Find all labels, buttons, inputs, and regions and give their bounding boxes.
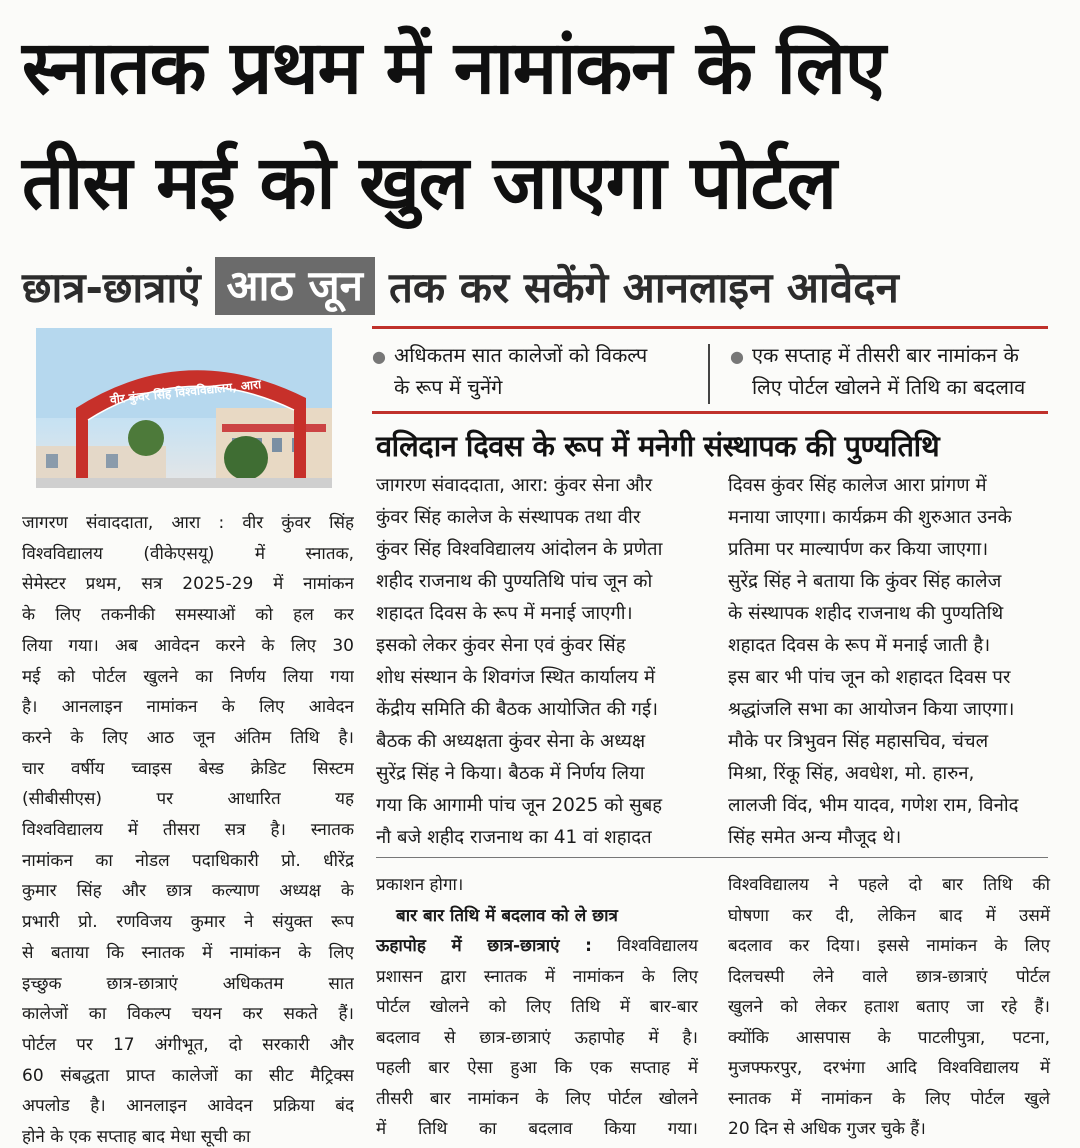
text-line: दिलचस्पी लेने वाले छात्र-छात्राएं पोर्टल bbox=[728, 966, 1050, 987]
text-line: जागरण संवाददाता, आरा : वीर कुंवर सिंह bbox=[22, 513, 354, 533]
text-line: होने के एक सप्ताह बाद मेधा सूची का bbox=[22, 1127, 251, 1148]
text-line: विश्वविद्यालय में तीसरा सत्र है। स्नातक bbox=[22, 820, 354, 841]
text-line: श्रद्धांजलि सभा का आयोजन किया जाएगा। bbox=[728, 699, 1015, 720]
second-story-col-2 bbox=[728, 470, 1058, 854]
text-line: गया कि आगामी पांच जून 2025 को सुबह bbox=[376, 795, 663, 816]
text-line: शहादत दिवस के रूप में मनाई जाती है। bbox=[728, 635, 991, 656]
headline-line-1: स्नातक प्रथम में नामांकन के लिए bbox=[22, 25, 885, 111]
subheadline-highlight: आठ जून bbox=[215, 257, 375, 315]
text-line: इसको लेकर कुंवर सेना एवं कुंवर सिंह bbox=[376, 635, 626, 656]
text-line: जागरण संवाददाता, आरा: कुंवर सेना और bbox=[376, 475, 653, 496]
text-line: लालजी विंद, भीम यादव, गणेश राम, विनोद bbox=[728, 795, 1019, 816]
main-story-left-column bbox=[22, 508, 354, 1148]
section-divider bbox=[376, 857, 1048, 858]
text-line: केंद्रीय समिति की बैठक आयोजित की गई। bbox=[376, 699, 659, 720]
gate-illustration bbox=[36, 328, 332, 488]
subheadline-pre: छात्र-छात्राएं bbox=[22, 262, 201, 312]
text-line: शहीद राजनाथ की पुण्यतिथि पांच जून को bbox=[376, 571, 653, 592]
text-line: मई को पोर्टल खुलने का निर्णय लिया गया bbox=[22, 666, 354, 687]
text-line: इस बार भी पांच जून को शहादत दिवस पर bbox=[728, 667, 1011, 688]
inline-subhead-cont: ऊहापोह में छात्र-छात्राएं : bbox=[376, 936, 592, 956]
text-line: प्रशासन द्वारा स्नातक में नामांकन के लिए bbox=[376, 966, 698, 987]
second-story-col-1 bbox=[376, 470, 696, 854]
second-story-heading: वलिदान दिवस के रूप में मनेगी संस्थापक की पुण्यतिथि bbox=[376, 429, 940, 463]
red-rule-top bbox=[372, 326, 1048, 329]
highlight-bullet-1 bbox=[372, 340, 692, 402]
text-line: तीसरी बार नामांकन के लिए पोर्टल खोलने bbox=[376, 1088, 698, 1109]
text-line: पोर्टल पर 17 अंगीभूत, दो सरकारी और bbox=[22, 1034, 354, 1055]
text-line: क्योंकि आसपास के पाटलीपुत्रा, पटना, bbox=[728, 1027, 1050, 1048]
subheadline bbox=[22, 256, 899, 316]
text-line: है। आनलाइन नामांकन के लिए आवेदन bbox=[22, 697, 354, 718]
text-line: में तिथि का बदलाव किया गया। bbox=[376, 1119, 698, 1139]
text-line: कुमार सिंह और छात्र कल्याण अध्यक्ष के bbox=[22, 881, 354, 902]
text-line bbox=[376, 931, 698, 962]
text-line: (सीबीसीएस) पर आधारित यह bbox=[22, 789, 354, 810]
bullet-separator bbox=[708, 344, 710, 404]
text-line: बदलाव से छात्र-छात्राएं ऊहापोह में है। bbox=[376, 1027, 698, 1048]
subheadline-post: तक कर सकेंगे आनलाइन आवेदन bbox=[388, 262, 899, 312]
text-line: मिश्रा, रिंकू सिंह, अवधेश, मो. हारुन, bbox=[728, 763, 975, 784]
text-line: प्रकाशन होगा। bbox=[376, 875, 464, 895]
bullet-2-line-2: लिए पोर्टल खोलने में तिथि का बदलाव bbox=[752, 375, 1026, 399]
red-rule-bottom bbox=[372, 411, 1048, 414]
text-line: 20 दिन से अधिक गुजर चुके हैं। bbox=[728, 1119, 926, 1139]
text-line: सिंह समेत अन्य मौजूद थे। bbox=[728, 827, 902, 848]
main-story-mid-column bbox=[376, 870, 698, 1145]
text-line: सुरेंद्र सिंह ने बताया कि कुंवर सिंह कालेज bbox=[728, 571, 1002, 592]
text-line: विश्वविद्यालय ने पहले दो बार तिथि की bbox=[728, 875, 1050, 895]
text-line: लिया गया। अब आवेदन करने के लिए 30 bbox=[22, 635, 354, 656]
text-line: करने के लिए आठ जून अंतिम तिथि है। bbox=[22, 727, 354, 748]
text-line: मौके पर त्रिभुवन सिंह महासचिव, चंचल bbox=[728, 731, 989, 752]
text-line: पोर्टल खोलने को लिए तिथि में बार-बार bbox=[376, 997, 698, 1017]
text-line: खुलने को लेकर हताश बताए जा रहे हैं। bbox=[728, 997, 1050, 1017]
text-line: घोषणा कर दी, लेकिन बाद में उसमें bbox=[728, 905, 1050, 926]
text-line: कुंवर सिंह कालेज के संस्थापक तथा वीर bbox=[376, 507, 641, 528]
main-story-right-column bbox=[728, 870, 1050, 1145]
highlight-bullet-2 bbox=[730, 340, 1050, 402]
text-line: इच्छुक छात्र-छात्राएं अधिकतम सात bbox=[22, 973, 354, 994]
headline-line-2: तीस मई को खुल जाएगा पोर्टल bbox=[22, 140, 836, 226]
text-line: प्रभारी प्रो. रणविजय कुमार ने संयुक्त रूप bbox=[22, 912, 354, 933]
text-line: के संस्थापक शहीद राजनाथ की पुण्यतिथि bbox=[728, 603, 1004, 624]
text-line: सेमेस्टर प्रथम, सत्र 2025-29 में नामांकन bbox=[22, 574, 354, 595]
text-line: नौ बजे शहीद राजनाथ का 41 वां शहादत bbox=[376, 827, 652, 848]
text-line: नामांकन का नोडल पदाधिकारी प्रो. धीरेंद्र bbox=[22, 850, 354, 871]
bullet-1-line-2: के रूप में चुनेंगे bbox=[394, 375, 503, 399]
bullet-dot-icon: ● bbox=[730, 347, 744, 366]
text-line: चार वर्षीय च्वाइस बेस्ड क्रेडिट सिस्टम bbox=[22, 758, 354, 779]
text-line: सुरेंद्र सिंह ने किया। बैठक में निर्णय लिया bbox=[376, 763, 645, 784]
inline-subhead: बार बार तिथि में बदलाव को ले छात्र bbox=[396, 905, 618, 926]
bullet-2-line-1: एक सप्ताह में तीसरी बार नामांकन के bbox=[751, 343, 1019, 367]
text-line: से बताया कि स्नातक में नामांकन के लिए bbox=[22, 942, 354, 963]
text-line: विश्वविद्यालय (वीकेएसयू) में स्नातक, bbox=[22, 543, 354, 564]
text-line: मनाया जाएगा। कार्यक्रम की शुरुआत उनके bbox=[728, 507, 1012, 528]
text-line: मुजफ्फरपुर, दरभंगा आदि विश्वविद्यालय में bbox=[728, 1058, 1050, 1078]
gate-arch-text: वीर कुंवर सिंह विश्वविद्यालय, आरा bbox=[109, 377, 262, 407]
bullet-dot-icon: ● bbox=[372, 347, 386, 366]
text-line: बैठक की अध्यक्षता कुंवर सेना के अध्यक्ष bbox=[376, 731, 646, 752]
text-line: अपलोड है। आनलाइन आवेदन प्रक्रिया बंद bbox=[22, 1096, 354, 1117]
text-fragment: विश्वविद्यालय bbox=[617, 936, 698, 956]
text-line: पहली बार ऐसा हुआ कि एक सप्ताह में bbox=[376, 1058, 698, 1078]
bullet-1-line-1: अधिकतम सात कालेजों को विकल्प bbox=[393, 343, 648, 367]
text-line: स्नातक में नामांकन के लिए पोर्टल खुले bbox=[728, 1088, 1050, 1109]
text-line: दिवस कुंवर सिंह कालेज आरा प्रांगण में bbox=[728, 475, 987, 496]
text-line: कालेजों का विकल्प चयन कर सकते हैं। bbox=[22, 1004, 354, 1025]
text-line: के लिए तकनीकी समस्याओं को हल कर bbox=[22, 605, 354, 626]
text-line: 60 संबद्धता प्राप्त कालेजों का सीट मैट्रिक्स bbox=[22, 1065, 354, 1086]
text-line: प्रतिमा पर माल्यार्पण कर किया जाएगा। bbox=[728, 539, 989, 560]
text-line: बदलाव कर दिया। इससे नामांकन के लिए bbox=[728, 936, 1050, 956]
text-line: शोध संस्थान के शिवगंज स्थित कार्यालय में bbox=[376, 667, 656, 688]
text-line: कुंवर सिंह विश्वविद्यालय आंदोलन के प्रणेता bbox=[376, 539, 663, 560]
text-line: शहादत दिवस के रूप में मनाई जाएगी। bbox=[376, 603, 633, 624]
university-gate-photo bbox=[36, 328, 332, 488]
